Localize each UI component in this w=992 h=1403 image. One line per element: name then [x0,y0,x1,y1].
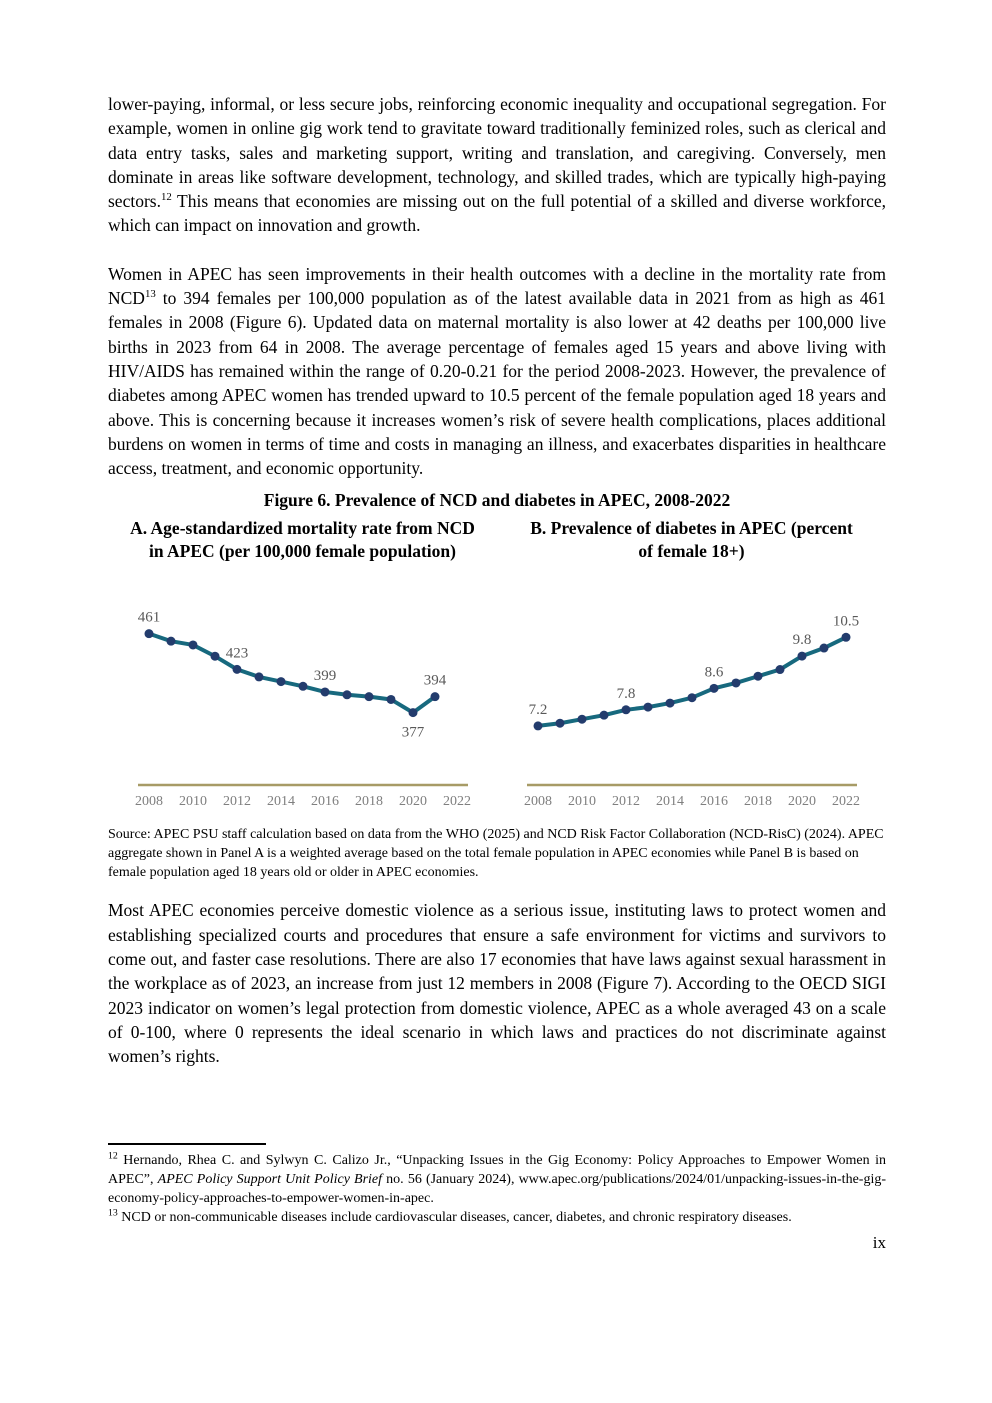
x-tick-label: 2012 [612,794,640,810]
paragraph-health-outcomes [108,262,886,481]
footnote-ref-13: 13 [144,288,156,301]
paragraph-gig-economy [108,92,886,238]
footnote-13-marker: 13 [108,1206,118,1218]
data-point [431,693,440,702]
data-label: 9.8 [792,632,812,649]
x-tick-label: 2020 [399,794,427,810]
data-point [321,688,330,697]
data-label: 10.5 [832,613,860,630]
paragraph-domestic-violence: Most APEC economies perceive domestic violence as a serious issue, instituting laws to protect women and establishing specialized courts and procedures that ensure a safe environment for victims and survivors to come out, and faster case resolutions. There are also 17 economies that have laws against sexual harassment in the workplace as of 2023, an increase from just 12 members in 2008 (Figure 7). According to the OECD SIGI 2023 indicator on women’s legal protection from domestic violence, APEC as a whole averaged 43 on a scale of 0-100, where 0 represents the ideal scenario in which laws and practices do not discriminate against women’s rights. [108,900,886,1067]
data-point [776,665,785,674]
footnote-separator [108,1143,266,1145]
x-tick-label: 2008 [135,794,163,810]
footnote-ref-12: 12 [160,191,172,204]
paragraph-text: lower-paying, informal, or less secure jobs, reinforcing economic inequality and occupational segregation. For example, women in online gig work tend to gravitate toward traditionally feminized roles, such as clerical and data entry tasks, sales and marketing support, writing and translation, and caregiving. Conversely, men dominate in areas like software development, technology, and skilled trades, which are typically high-paying sectors. [108,94,886,212]
data-point [211,652,220,661]
data-label: 423 [225,645,249,662]
data-point [578,715,587,724]
data-point [409,709,418,718]
x-tick-label: 2018 [355,794,383,810]
paragraph-text: to 394 females per 100,000 population as of the latest available data in 2021 from as high as 461 females in 2008 (Figure 6). Updated data on maternal mortality is also lower at 42 deaths per 100,000 live births in 2023 from 64 in 2008. The average percentage of females aged 15 years and above living with HIV/AIDS has remained within the range of 0.20-0.21 for the period 2008-2023. However, the prevalence of diabetes among APEC women has trended upward to 10.5 percent of the female population aged 18 years and above. This is concerning because it increases women’s risk of severe health complications, places additional burdens on women in terms of time and costs in managing an illness, and exacerbates disparities in healthcare access, treatment, and economic opportunity. [108,288,886,479]
figure-source-note: Source: APEC PSU staff calculation based on data from the WHO (2025) and NCD Risk Factor Collaboration (NCD-RisC) (2024). APEC aggregate shown in Panel A is a weighted average based on the total female population in APEC economies while Panel B is based on female population aged 18 years old or older in APEC economies. [108,827,884,881]
data-point [167,637,176,646]
x-tick-label: 2020 [788,794,816,810]
x-tick-label: 2010 [568,794,596,810]
data-point [255,673,264,682]
data-point [666,699,675,708]
x-tick-label: 2014 [267,794,295,810]
x-tick-label: 2010 [179,794,207,810]
data-point [754,672,763,681]
x-tick-label: 2022 [443,794,471,810]
data-point [277,678,286,687]
footnote-text: NCD or non-communicable diseases include cardiovascular diseases, cancer, diabetes, and chronic respiratory diseases. [117,1209,792,1225]
data-label: 377 [401,725,425,742]
footnotes-section [108,1143,886,1227]
footnote-italic-title: APEC Policy Support Unit Policy Brief [157,1171,383,1187]
data-label: 399 [313,668,337,685]
data-label: 394 [423,673,447,690]
data-point [820,644,829,653]
panel-a [108,517,497,819]
data-point [145,630,154,639]
x-tick-label: 2022 [832,794,860,810]
footnote-text: no. 56 (January 2024), www.apec.org/publications/2024/01/unpacking-issues-in-the-gig-economy-policy-approaches-to-empower-women-in-apec. [108,1171,887,1206]
panel-a-chart [108,589,488,819]
footnote-13 [108,1208,886,1227]
data-label: 8.6 [704,664,724,681]
figure-6 [108,488,886,819]
data-point [233,665,242,674]
x-tick-label: 2014 [656,794,684,810]
data-point [299,682,308,691]
x-tick-label: 2012 [223,794,251,810]
x-tick-label: 2018 [744,794,772,810]
data-point [387,695,396,704]
data-point [343,691,352,700]
data-point [556,719,565,728]
panel-b-chart [497,589,877,819]
data-point [842,633,851,642]
data-label: 7.8 [616,686,636,703]
panel-a-title: A. Age-standardized mortality rate from NCD in APEC (per 100,000 female population) [130,518,475,562]
footnote-text: Hernando, Rhea C. and Sylwyn C. Calizo Jr., “Unpacking Issues in the Gig Economy: Policy Approaches to Empower Women in APEC”, [108,1152,886,1187]
x-tick-label: 2008 [524,794,552,810]
data-label: 461 [137,610,161,627]
data-point [365,693,374,702]
data-point [189,641,198,650]
data-point [534,722,543,731]
data-point [798,652,807,661]
data-point [600,711,609,720]
data-line [538,638,846,727]
data-label: 7.2 [528,702,548,719]
figure-title: Figure 6. Prevalence of NCD and diabetes in APEC, 2008-2022 [263,490,731,511]
data-point [622,706,631,715]
x-tick-label: 2016 [700,794,728,810]
figure-panels [108,517,886,819]
footnote-12-marker: 12 [108,1149,118,1161]
paragraph-text: This means that economies are missing out on the full potential of a skilled and diverse workforce, which can impact on innovation and growth. [108,191,886,236]
footnote-12 [108,1151,886,1208]
page-number: ix [872,1232,886,1252]
data-point [710,684,719,693]
x-tick-label: 2016 [311,794,339,810]
data-point [688,694,697,703]
panel-b [497,517,886,819]
paragraph-text: Women in APEC has seen improvements in their health outcomes with a decline in the mortality rate from NCD [108,263,886,309]
data-point [732,679,741,688]
data-point [644,703,653,712]
panel-b-title: B. Prevalence of diabetes in APEC (percent of female 18+) [530,518,853,562]
